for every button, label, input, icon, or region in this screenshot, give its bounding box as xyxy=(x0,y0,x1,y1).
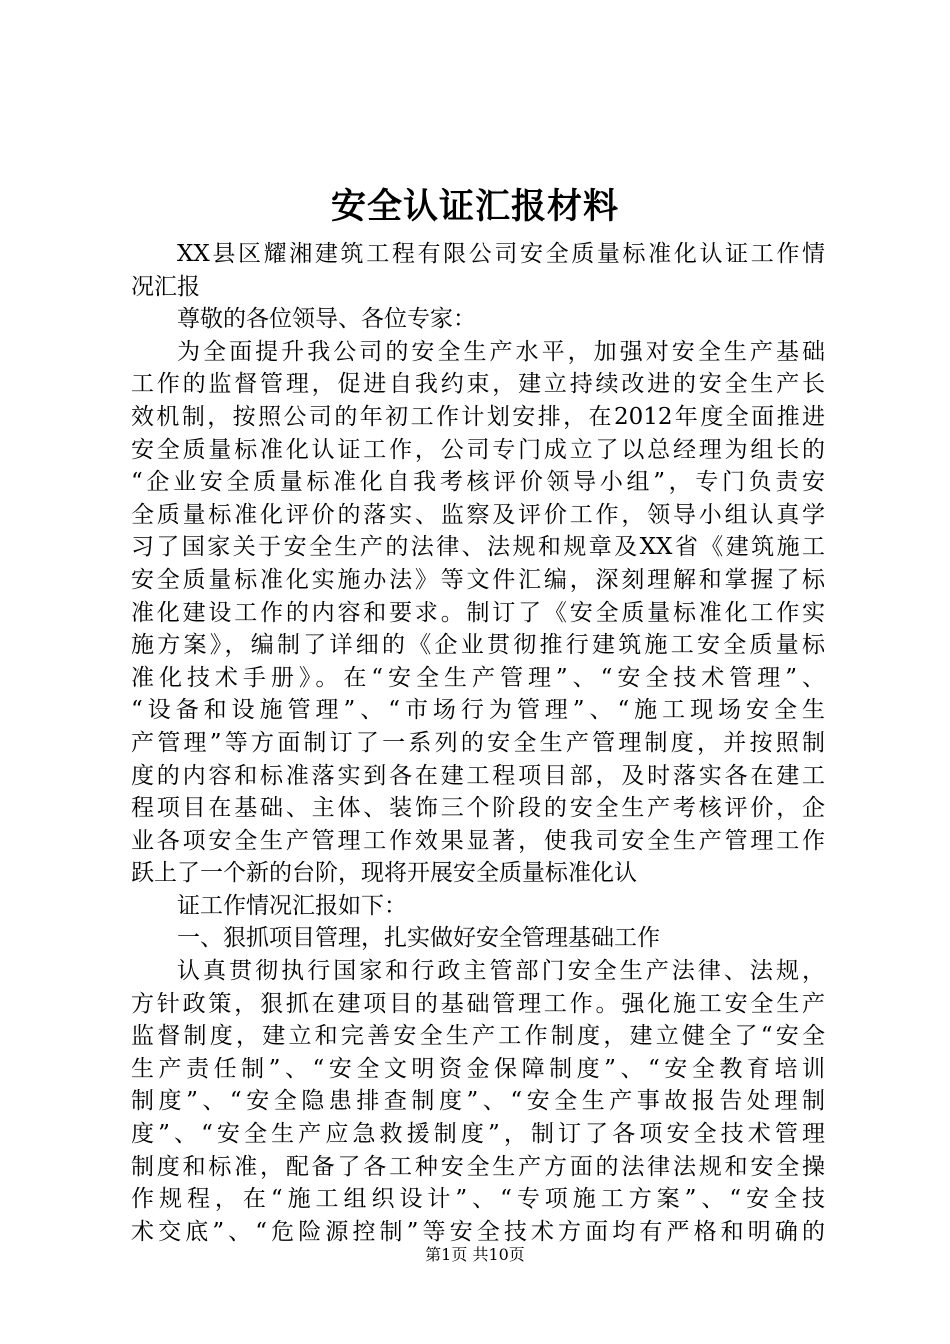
text-line: 程项目在基础、主体、装饰三个阶段的安全生产考核评价，企 xyxy=(131,795,825,822)
text-line: 生产责任制”、“安全文明资金保障制度”、“安全教育培训 xyxy=(131,1055,825,1082)
text-line: 尊敬的各位领导、各位专家： xyxy=(177,306,476,333)
text-line: 证工作情况汇报如下： xyxy=(177,892,407,919)
text-line: 习了国家关于安全生产的法律、法规和规章及XX省《建筑施工 xyxy=(131,534,825,561)
text-line: 准化建设工作的内容和要求。制订了《安全质量标准化工作实 xyxy=(131,599,825,626)
document-body xyxy=(131,238,825,1248)
text-line: 工作的监督管理，促进自我约束，建立持续改进的安全生产长 xyxy=(131,371,825,398)
text-line: 业各项安全生产管理工作效果显著，使我司安全生产管理工作 xyxy=(131,827,825,854)
text-line: 制度”、“安全隐患排查制度”、“安全生产事故报告处理制 xyxy=(131,1088,825,1115)
text-line: 术交底”、“危险源控制”等安全技术方面均有严格和明确的 xyxy=(131,1218,825,1245)
text-line: 准化技术手册》。在“安全生产管理”、“安全技术管理”、 xyxy=(131,664,825,691)
text-line: 况汇报 xyxy=(131,273,200,300)
text-line: 施方案》，编制了详细的《企业贯彻推行建筑施工安全质量标 xyxy=(131,632,825,659)
text-line: 制度和标准，配备了各工种安全生产方面的法律法规和安全操 xyxy=(131,1153,825,1180)
page-footer: 第1页 共10页 xyxy=(425,1245,525,1264)
text-line: “设备和设施管理”、“市场行为管理”、“施工现场安全生 xyxy=(131,697,825,724)
text-line: XX县区耀湘建筑工程有限公司安全质量标准化认证工作情 xyxy=(177,241,825,267)
text-line: 为全面提升我公司的安全生产水平，加强对安全生产基础 xyxy=(177,338,825,365)
text-line: “企业安全质量标准化自我考核评价领导小组”，专门负责安 xyxy=(131,469,825,496)
text-line: 一、狠抓项目管理，扎实做好安全管理基础工作 xyxy=(177,925,660,952)
text-line: 跃上了一个新的台阶，现将开展安全质量标准化认 xyxy=(131,860,637,887)
text-line: 产管理”等方面制订了一系列的安全生产管理制度，并按照制 xyxy=(131,729,825,756)
text-line: 全质量标准化评价的落实、监察及评价工作，领导小组认真学 xyxy=(131,501,825,528)
page-title: 安全认证汇报材料 xyxy=(330,186,619,227)
text-line: 度的内容和标准落实到各在建工程项目部，及时落实各在建工 xyxy=(131,762,825,789)
text-line: 度”、“安全生产应急救援制度”，制订了各项安全技术管理 xyxy=(131,1121,825,1148)
text-line: 作规程，在“施工组织设计”、“专项施工方案”、“安全技 xyxy=(131,1186,825,1213)
text-line: 安全质量标准化实施办法》等文件汇编，深刻理解和掌握了标 xyxy=(131,566,825,593)
text-line: 监督制度，建立和完善安全生产工作制度，建立健全了“安全 xyxy=(131,1023,825,1050)
text-line: 效机制，按照公司的年初工作计划安排，在2012年度全面推进 xyxy=(131,403,825,430)
text-line: 认真贯彻执行国家和行政主管部门安全生产法律、法规， xyxy=(177,958,825,985)
text-line: 方针政策，狠抓在建项目的基础管理工作。强化施工安全生产 xyxy=(131,990,825,1017)
text-line: 安全质量标准化认证工作，公司专门成立了以总经理为组长的 xyxy=(131,436,825,463)
